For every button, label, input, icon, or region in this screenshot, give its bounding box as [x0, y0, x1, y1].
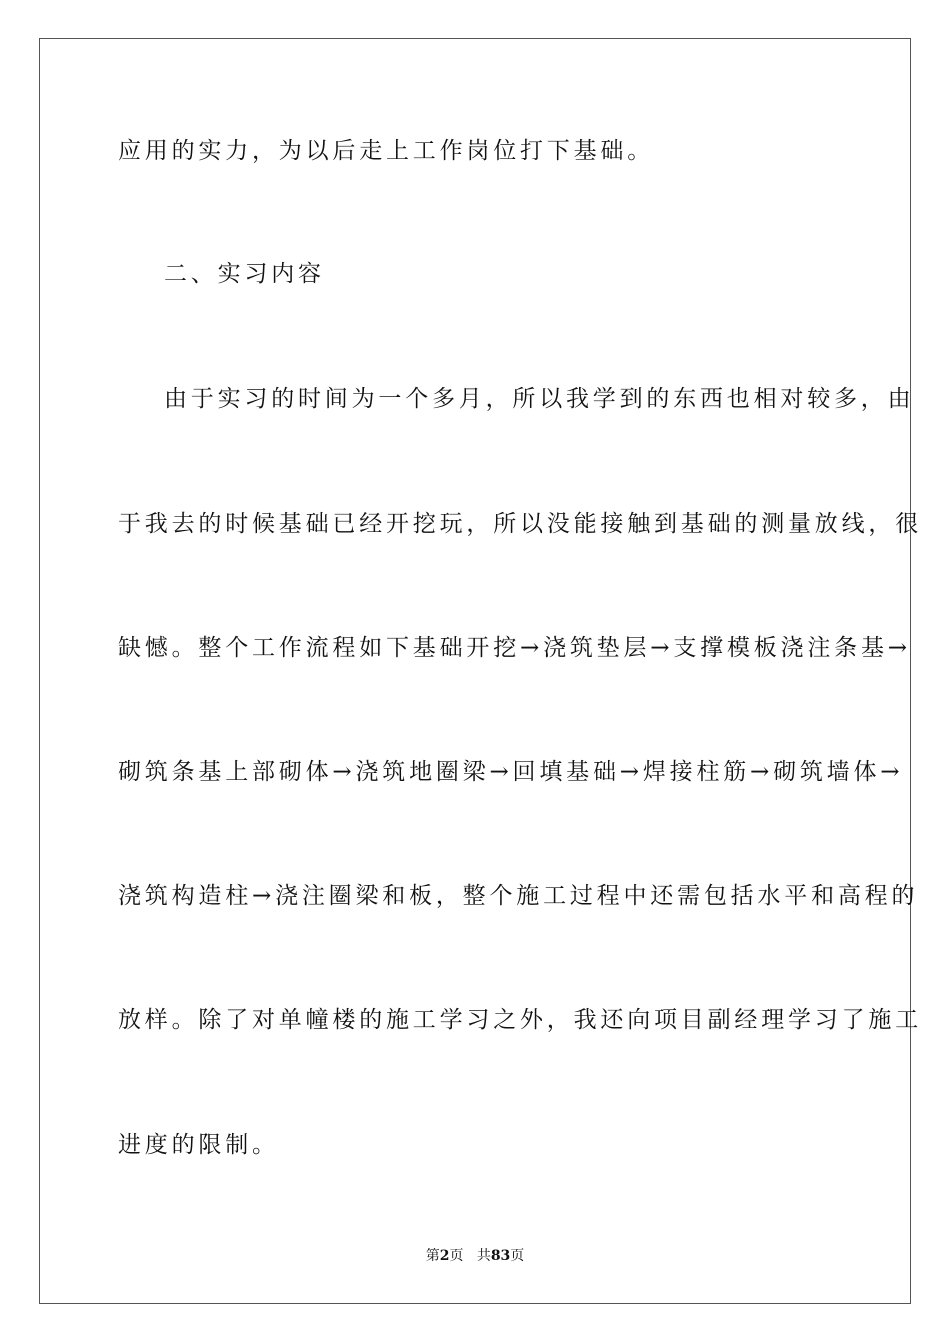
total-prefix: 共: [476, 1248, 491, 1264]
page-border: [39, 38, 911, 1304]
total-suffix: 页: [510, 1248, 525, 1264]
paragraph-line: 砌筑条基上部砌体→浇筑地圈梁→回填基础→焊接柱筋→砌筑墙体→: [118, 759, 904, 785]
paragraph-line: 浇筑构造柱→浇注圈梁和板，整个施工过程中还需包括水平和高程的: [118, 883, 919, 909]
paragraph-line: 进度的限制。: [118, 1132, 279, 1158]
paragraph-line: 由于实习的时间为一个多月，所以我学到的东西也相对较多，由: [164, 386, 915, 412]
total-pages: 83: [490, 1248, 511, 1264]
page-number: 2: [439, 1248, 450, 1264]
paragraph-line: 于我去的时候基础已经开挖玩，所以没能接触到基础的测量放线，很: [118, 511, 922, 537]
paragraph-line: 应用的实力，为以后走上工作岗位打下基础。: [118, 138, 654, 164]
paragraph-line: 缺憾。整个工作流程如下基础开挖→浇筑垫层→支撑模板浇注条基→: [118, 635, 911, 661]
page-footer: [0, 1247, 950, 1265]
section-heading: 二、实习内容: [164, 261, 325, 287]
page-prefix: 第: [425, 1248, 440, 1264]
paragraph-line: 放样。除了对单幢楼的施工学习之外，我还向项目副经理学习了施工: [118, 1007, 922, 1033]
page-suffix: 页: [449, 1248, 464, 1264]
